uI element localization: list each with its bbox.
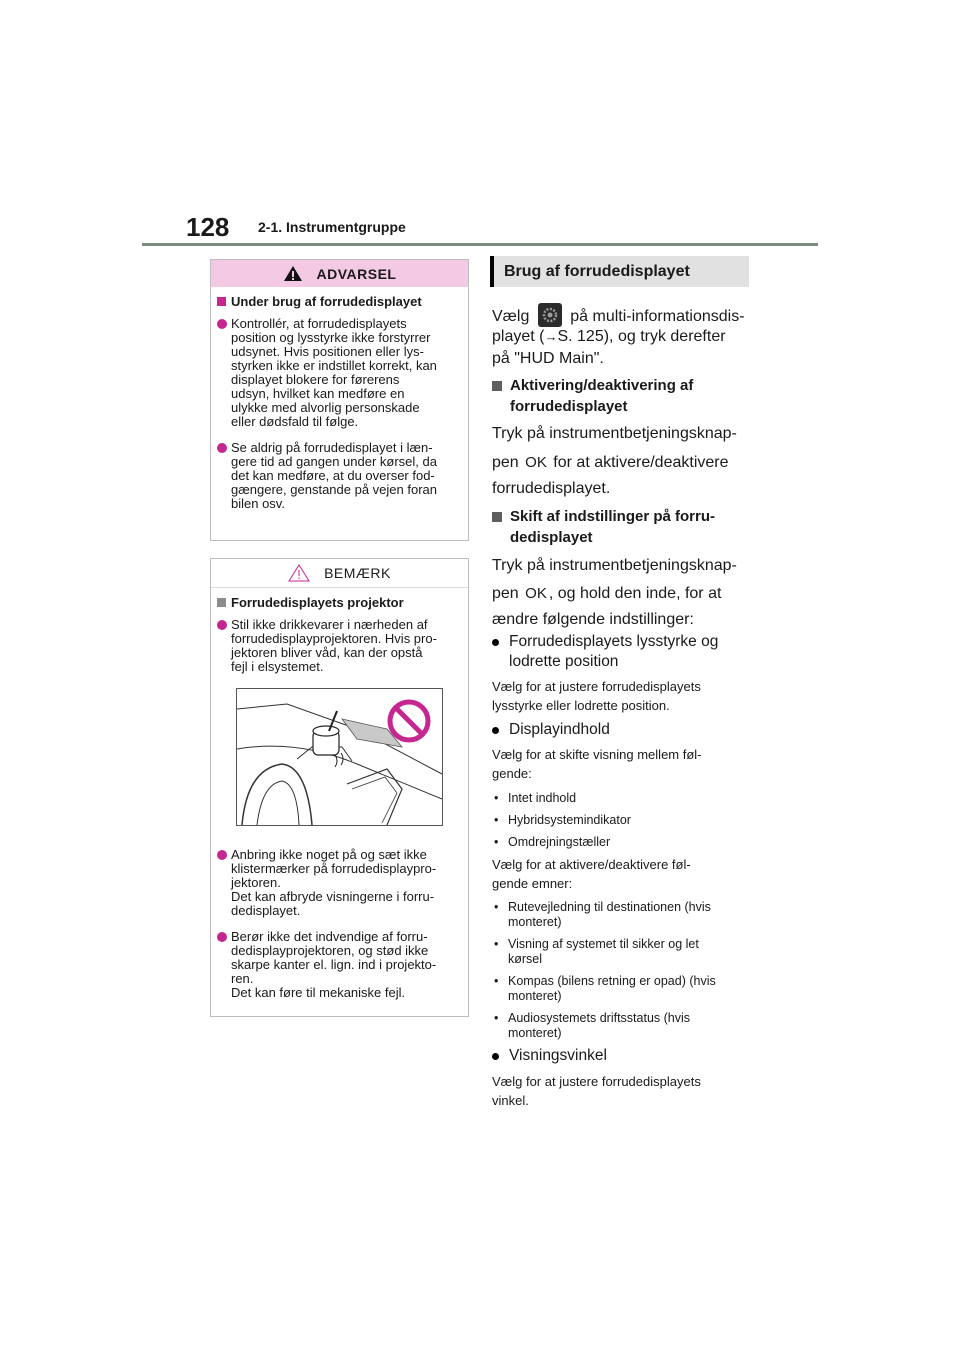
square-bullet-icon	[217, 598, 226, 607]
list-item: • Kompas (bilens retning er opad) (hvis monteret)	[494, 974, 716, 1003]
main-heading: Brug af forrudedisplayet	[490, 256, 749, 287]
ok-button-glyph: OK	[525, 454, 547, 471]
gear-icon	[538, 303, 562, 327]
sec1-line-3: forrudedisplayet.	[492, 480, 611, 497]
list-item: • Intet indhold	[494, 791, 577, 805]
section-heading-activation: Aktivering/deaktivering af forrudedisplayet	[492, 375, 693, 417]
section-heading-settings: Skift af indstillinger på forru- dedisplayet	[492, 506, 715, 548]
list-item: • Audiosystemets driftsstatus (hvis monteret)	[494, 1011, 691, 1040]
warning-header	[211, 260, 468, 287]
warning-bullet: Se aldrig på forrudedisplayet i læn- gere tid ad gangen under kørsel, da det kan medføre, at du overser fod- gængere, genstande på vejen foran bilen osv.	[217, 441, 460, 511]
intro-line-1: Vælg på multi-informationsdis-	[492, 303, 745, 329]
round-bullet-icon	[217, 932, 227, 942]
notice-bullet: Stil ikke drikkevarer i nærheden af forrudedisplayprojektoren. Hvis pro- jektoren bliver våd, kan der opstå fejl i elsystemet.	[217, 618, 460, 674]
warning-triangle-icon	[283, 265, 303, 282]
list-item: • Hybridsystemindikator	[494, 813, 631, 827]
notice-bullet: Anbring ikke noget på og sæt ikke klistermærker på forrudedisplaypro- jektoren. Det kan afbryde visningerne i forru- dedisplayet.	[217, 848, 460, 918]
projector-illustration	[236, 688, 443, 826]
round-bullet-icon	[217, 319, 227, 329]
option-display-content: Displayindhold	[492, 720, 610, 740]
header-rule	[142, 243, 818, 246]
page-reference-arrow-icon: →	[544, 329, 558, 344]
warning-bullet: Kontrollér, at forrudedisplayets position og lysstyrke ikke forstyrrer udsynet. Hvis positionen eller lys- styrken ikke er indstillet korrekt, kan displayet blokere for førerens udsyn, hvilket kan medføre en ulykke med alvorlig personskade eller dødsfald til følge.	[217, 317, 460, 429]
option-angle-desc: Vælg for at justere forrudedisplayets vinkel.	[492, 1074, 701, 1108]
cup-near-projector-drawing	[237, 689, 442, 825]
notice-bullet: Berør ikke det indvendige af forru- dedisplayprojektoren, og stød ikke skarpe kanter el. lign. ind i projekto- ren. Det kan føre til mekaniske fejl.	[217, 930, 460, 1000]
round-bullet-icon	[217, 850, 227, 860]
bullet-dot-icon	[492, 1053, 499, 1060]
square-bullet-icon	[492, 512, 502, 522]
intro-line-3: på "HUD Main".	[492, 350, 604, 367]
notice-subheading: Forrudedisplayets projektor	[217, 595, 468, 610]
ok-button-glyph: OK	[525, 585, 547, 602]
warning-subheading: Under brug af forrudedisplayet	[217, 294, 468, 309]
round-bullet-icon	[217, 620, 227, 630]
option-display-desc: Vælg for at skifte visning mellem føl- gende:	[492, 747, 702, 781]
notice-title: BEMÆRK	[324, 565, 391, 581]
list-item: • Visning af systemet til sikker og let kørsel	[494, 937, 699, 966]
option-viewing-angle: Visningsvinkel	[492, 1046, 607, 1066]
warning-box	[210, 259, 469, 541]
sec1-line-2: pen OK for at aktivere/deaktivere	[492, 451, 729, 475]
sec2-line-1: Tryk på instrumentbetjeningsknap-	[492, 557, 737, 574]
list-item: • Omdrejningstæller	[494, 835, 611, 849]
list-item: • Rutevejledning til destinationen (hvis monteret)	[494, 900, 711, 929]
page-number: 128	[186, 212, 230, 242]
option-brightness: Forrudedisplayets lysstyrke og lodrette position	[492, 632, 718, 672]
option-display-desc-2: Vælg for at aktivere/deaktivere føl- gende emner:	[492, 857, 691, 891]
section-title: 2-1. Instrumentgruppe	[258, 219, 406, 235]
square-bullet-icon	[217, 297, 226, 306]
caution-triangle-icon	[288, 564, 310, 582]
intro-line-2: playet (→S. 125), og tryk derefter	[492, 328, 726, 345]
notice-header	[211, 559, 468, 588]
bullet-dot-icon	[492, 639, 499, 646]
sec2-line-2: pen OK , og hold den inde, for at	[492, 582, 721, 606]
square-bullet-icon	[492, 381, 502, 391]
sec1-line-1: Tryk på instrumentbetjeningsknap-	[492, 425, 737, 442]
sec2-line-3: ændre følgende indstillinger:	[492, 611, 694, 628]
warning-title: ADVARSEL	[316, 265, 397, 282]
option-brightness-desc: Vælg for at justere forrudedisplayets lysstyrke eller lodrette position.	[492, 679, 701, 713]
bullet-dot-icon	[492, 727, 499, 734]
round-bullet-icon	[217, 443, 227, 453]
